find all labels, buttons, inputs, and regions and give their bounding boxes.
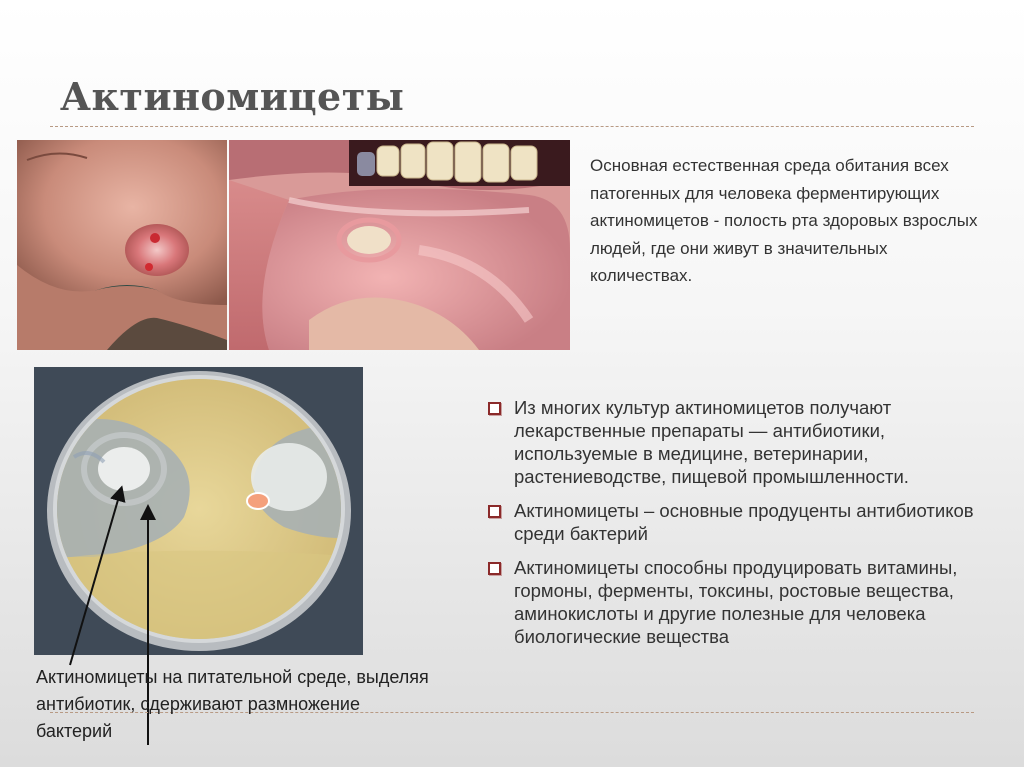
bullet-text: Актиномицеты способны продуцировать витамины, гормоны, ферменты, токсины, ростовые вещества, аминокислоты и другие полезные для человека биологические вещества [514,557,958,647]
photo-jaw-abscess [17,140,227,350]
bullet-item [486,396,1006,488]
checkbox-bullet-icon [488,562,501,575]
bullet-list [486,396,1006,659]
dish-caption: Актиномицеты на питательной среде, выделяя антибиотик, сдерживают размножение бактерий [36,667,429,741]
bullet-item [486,556,1006,648]
photo-petri-dish [34,367,363,655]
checkbox-bullet-icon [488,402,501,415]
checkbox-bullet-icon [488,505,501,518]
photo-oral-cavity [229,140,570,350]
bullet-item [486,499,1006,545]
bullet-text: Актиномицеты – основные продуценты антибиотиков среди бактерий [514,500,974,544]
bullet-text: Из многих культур актиномицетов получают лекарственные препараты — антибиотики, используемые в медицине, ветеринарии, растениеводстве, пищевой промышленности. [514,397,909,487]
intro-text: Основная естественная среда обитания всех патогенных для человека ферментирующих актиномицетов - полость рта здоровых взрослых людей, где они живут в значительных количествах. [590,156,978,285]
top-divider [50,126,974,127]
slide-title: Актиномицеты [60,74,405,119]
